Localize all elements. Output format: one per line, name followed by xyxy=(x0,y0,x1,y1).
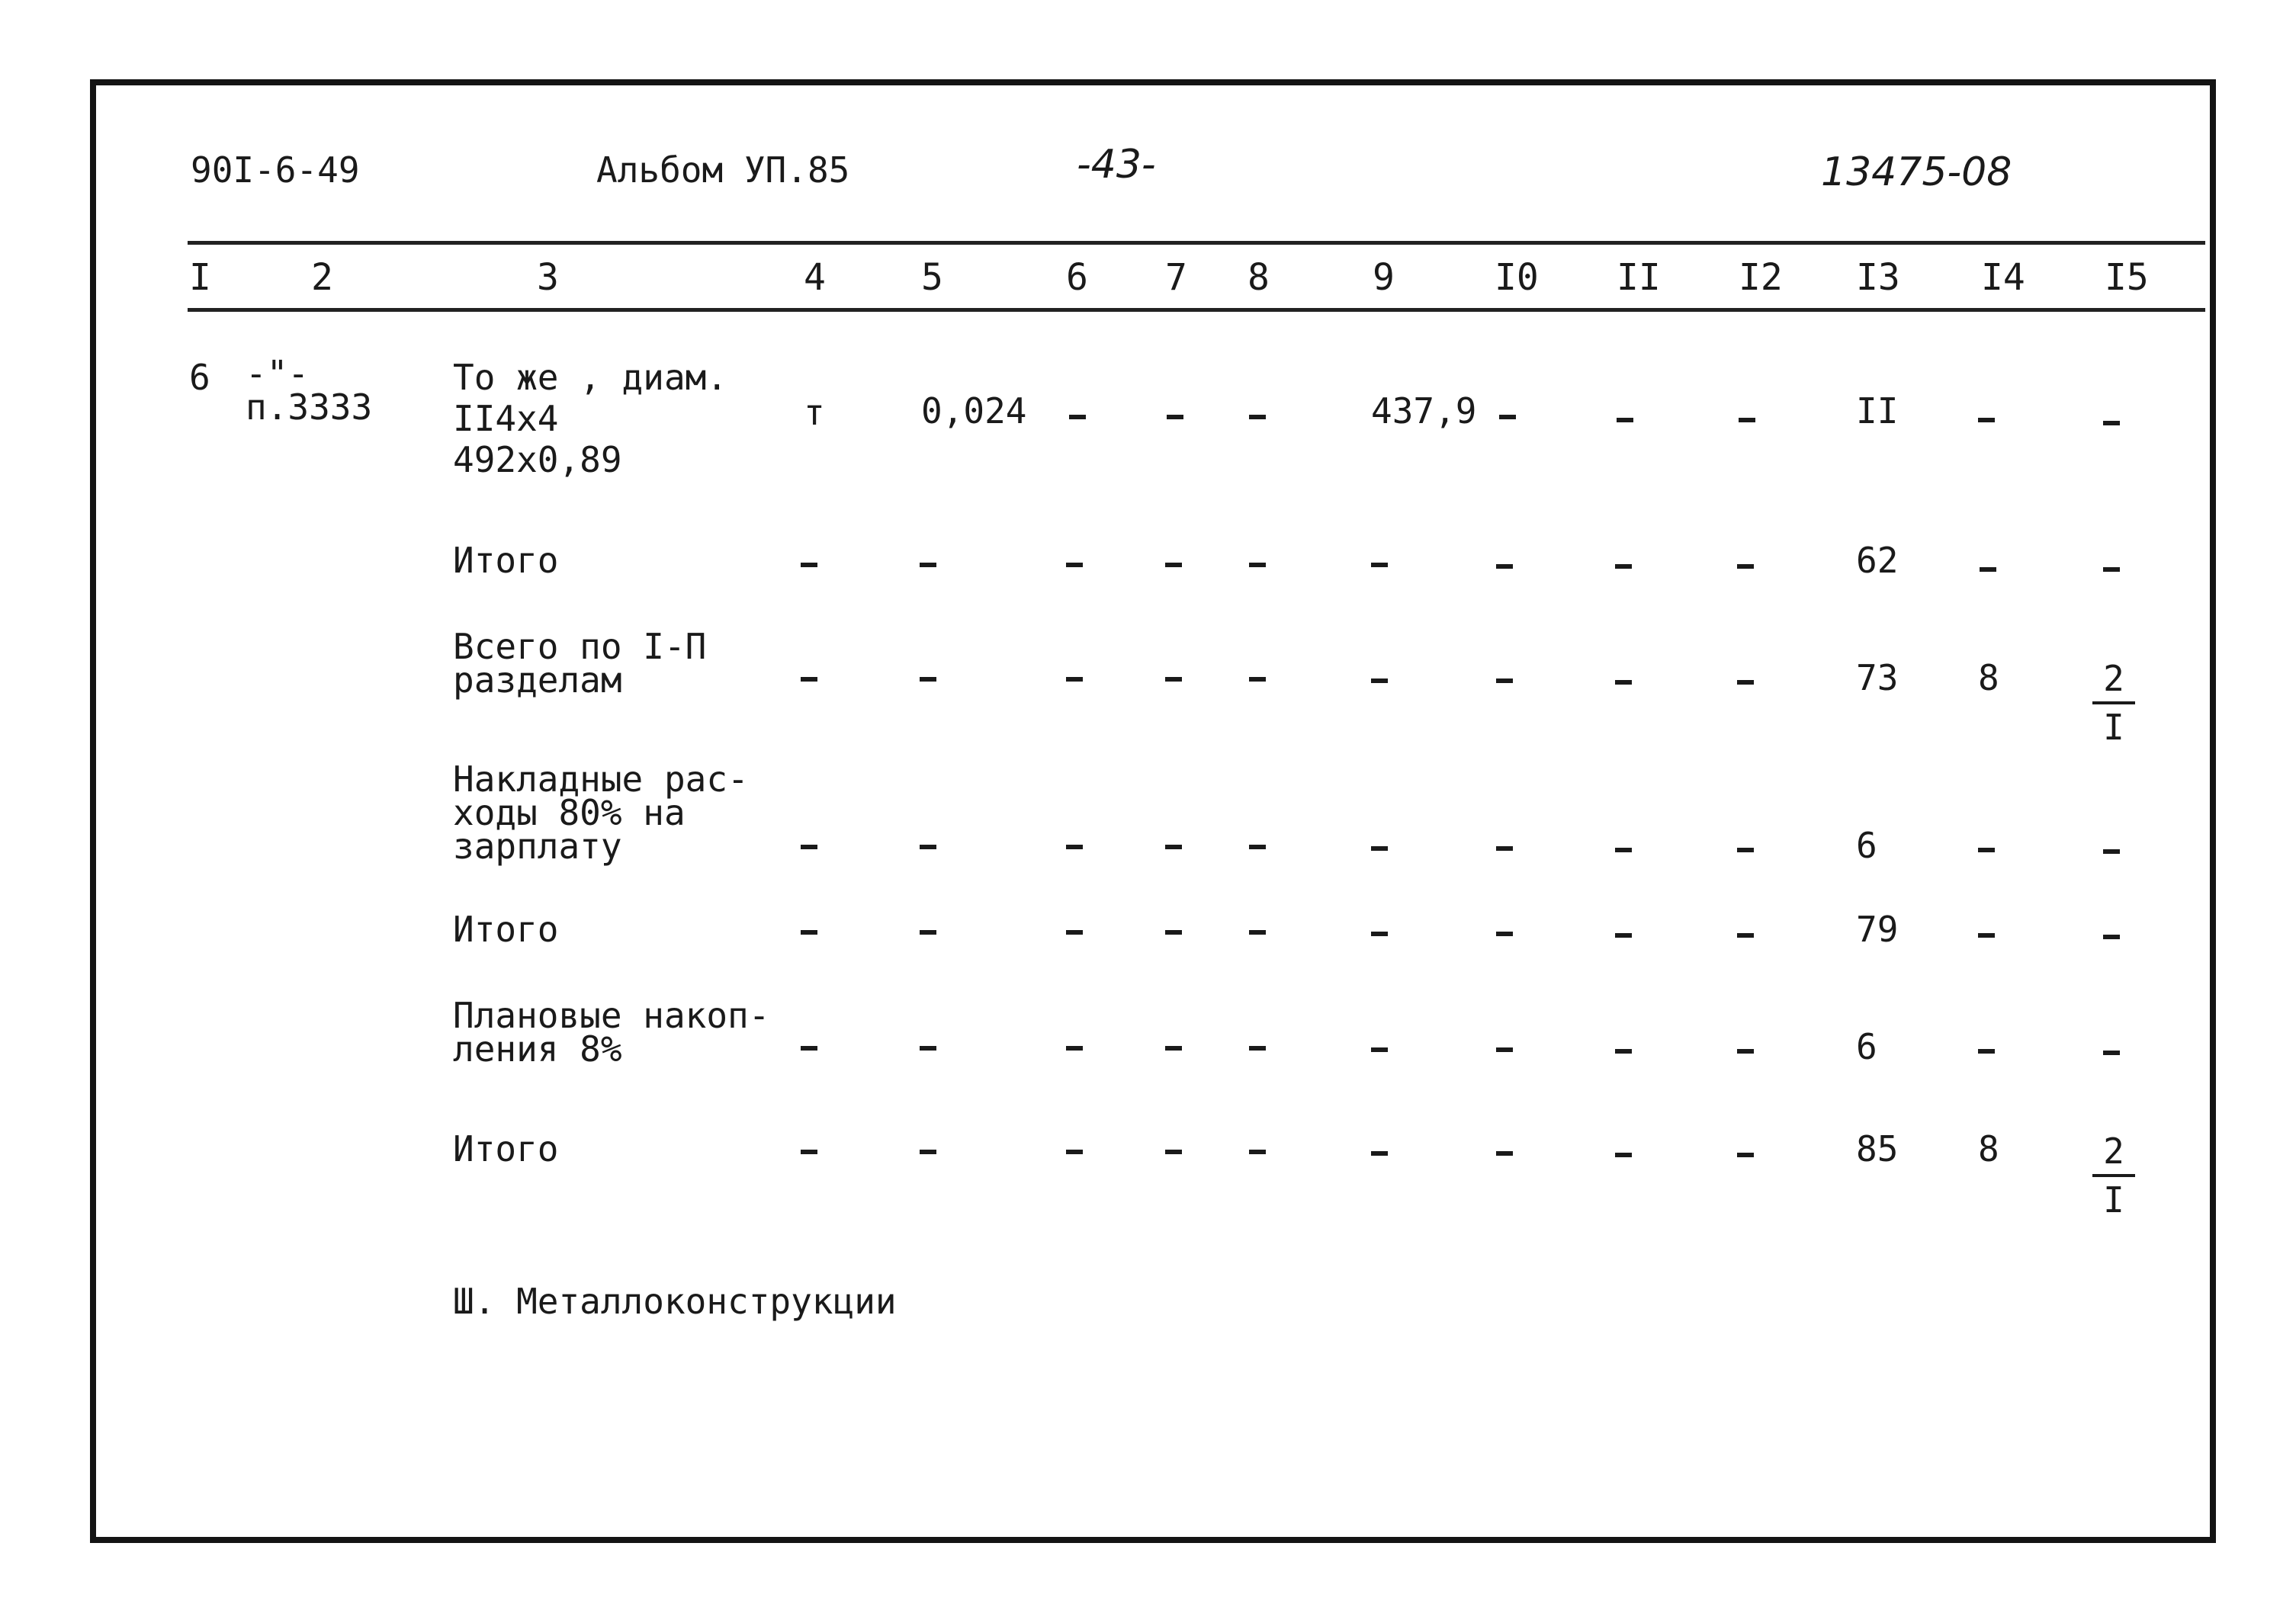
col-num-9: 9 xyxy=(1373,256,1395,299)
row-1-c8-dash xyxy=(1249,415,1266,419)
row-6-c13-value: 6 xyxy=(1856,1026,1877,1067)
page-number: -43- xyxy=(1077,142,1156,188)
row-2-c6-dash xyxy=(1066,563,1083,567)
row-5-c4-dash xyxy=(801,930,817,935)
row-4-c8-dash xyxy=(1249,845,1266,849)
col-num-15: I5 xyxy=(2105,256,2149,299)
page-frame xyxy=(90,79,2216,1543)
row-3-c14-value: 8 xyxy=(1978,657,1999,698)
row-2-c4-dash xyxy=(801,563,817,567)
row-6-c8-dash xyxy=(1249,1046,1266,1051)
col-num-12: I2 xyxy=(1739,256,1783,299)
col-num-13: I3 xyxy=(1856,256,1900,299)
row-4-c15-dash xyxy=(2103,849,2120,854)
row-5-c5-dash xyxy=(920,930,936,935)
row-1-c10-dash xyxy=(1499,415,1516,419)
row-3-c12-dash xyxy=(1737,680,1754,685)
row-1-c15-dash xyxy=(2103,421,2120,425)
row-5-c6-dash xyxy=(1066,930,1083,935)
row-5-c10-dash xyxy=(1496,932,1513,936)
col-num-6: 6 xyxy=(1066,256,1088,299)
row-4-c13-value: 6 xyxy=(1856,825,1877,866)
row-1-c11-dash xyxy=(1617,418,1633,422)
row-7-c9-dash xyxy=(1371,1151,1388,1156)
row-1-c7-dash xyxy=(1167,415,1183,419)
row-4-c7-dash xyxy=(1165,845,1182,849)
row-6-c6-dash xyxy=(1066,1046,1083,1051)
row-7-c15-denominator: I xyxy=(2103,1179,2124,1221)
row-5-c13-value: 79 xyxy=(1856,909,1899,950)
row-2-c14-dash xyxy=(1980,567,1996,572)
row-2-c5-dash xyxy=(920,563,936,567)
row-7-c15-fraction xyxy=(2092,1128,2135,1223)
col-num-1: I xyxy=(189,256,211,299)
row-6-c9-dash xyxy=(1371,1047,1388,1052)
row-5-c8-dash xyxy=(1249,930,1266,935)
row-4-c11-dash xyxy=(1615,848,1632,852)
row-4-name: Накладные рас- ходы 80% на зарплату xyxy=(453,759,749,867)
row-5-name: Итого xyxy=(453,909,559,950)
row-6-c12-dash xyxy=(1737,1049,1754,1054)
col-num-10: I0 xyxy=(1495,256,1539,299)
row-1-quantity: 0,024 xyxy=(921,390,1027,431)
row-3-c15-fraction xyxy=(2092,656,2135,750)
row-2-c13-value: 62 xyxy=(1856,540,1899,581)
row-1-number: 6 xyxy=(189,357,210,398)
row-3-c6-dash xyxy=(1066,677,1083,682)
row-3-c11-dash xyxy=(1615,680,1632,685)
row-4-c5-dash xyxy=(920,845,936,849)
row-5-c9-dash xyxy=(1371,932,1388,936)
row-1-c9-value: 437,9 xyxy=(1371,390,1477,431)
row-7-c7-dash xyxy=(1165,1150,1182,1154)
row-3-c5-dash xyxy=(920,677,936,682)
row-2-c9-dash xyxy=(1371,563,1388,567)
row-5-c12-dash xyxy=(1737,933,1754,938)
row-7-c10-dash xyxy=(1496,1151,1513,1156)
col-num-11: II xyxy=(1617,256,1661,299)
row-5-c11-dash xyxy=(1615,933,1632,938)
row-5-c15-dash xyxy=(2103,935,2120,939)
col-num-3: 3 xyxy=(537,256,559,299)
row-1-unit: т xyxy=(804,392,825,433)
row-7-c15-numerator: 2 xyxy=(2092,1128,2135,1177)
row-7-c5-dash xyxy=(920,1150,936,1154)
row-4-c9-dash xyxy=(1371,846,1388,851)
row-2-c8-dash xyxy=(1249,563,1266,567)
row-6-c10-dash xyxy=(1496,1047,1513,1052)
row-6-c14-dash xyxy=(1978,1049,1995,1054)
row-6-c7-dash xyxy=(1165,1046,1182,1051)
header-bottom-rule xyxy=(188,308,2205,312)
row-4-c4-dash xyxy=(801,845,817,849)
col-num-7: 7 xyxy=(1165,256,1187,299)
row-6-c11-dash xyxy=(1615,1049,1632,1054)
row-3-c13-value: 73 xyxy=(1856,657,1899,698)
row-5-c14-dash xyxy=(1978,933,1995,938)
row-3-name: Всего по I-П разделам xyxy=(453,626,707,701)
row-2-c11-dash xyxy=(1615,564,1632,569)
row-7-c6-dash xyxy=(1066,1150,1083,1154)
row-7-c13-value: 85 xyxy=(1856,1128,1899,1169)
row-2-name: Итого xyxy=(453,540,559,581)
row-3-c10-dash xyxy=(1496,678,1513,683)
row-2-c7-dash xyxy=(1165,563,1182,567)
row-2-c15-dash xyxy=(2103,567,2120,572)
row-1-c14-dash xyxy=(1978,418,1995,422)
row-4-c12-dash xyxy=(1737,848,1754,852)
row-3-c8-dash xyxy=(1249,677,1266,682)
row-4-c6-dash xyxy=(1066,845,1083,849)
row-6-c5-dash xyxy=(920,1046,936,1051)
row-7-name: Итого xyxy=(453,1128,559,1169)
row-7-c11-dash xyxy=(1615,1153,1632,1157)
document-number: 13475-08 xyxy=(1821,149,2012,195)
col-num-5: 5 xyxy=(921,256,943,299)
col-num-2: 2 xyxy=(311,256,333,299)
row-6-name: Плановые накоп- ления 8% xyxy=(453,995,770,1070)
row-1-c13-value: II xyxy=(1856,390,1899,431)
section-title: Ш. Металлоконструкции xyxy=(453,1281,897,1322)
row-7-c4-dash xyxy=(801,1150,817,1154)
row-6-c4-dash xyxy=(801,1046,817,1051)
album-label: Альбом УП.85 xyxy=(596,149,850,191)
row-7-c8-dash xyxy=(1249,1150,1266,1154)
row-1-name: То же , диам. II4x4 492x0,89 xyxy=(453,357,728,480)
document-code: 90I-6-49 xyxy=(191,149,360,191)
row-3-c9-dash xyxy=(1371,678,1388,683)
row-4-c14-dash xyxy=(1978,848,1995,852)
row-7-c14-value: 8 xyxy=(1978,1128,1999,1169)
col-num-4: 4 xyxy=(804,256,826,299)
row-4-c10-dash xyxy=(1496,846,1513,851)
row-6-c15-dash xyxy=(2103,1051,2120,1055)
row-5-c7-dash xyxy=(1165,930,1182,935)
col-num-8: 8 xyxy=(1248,256,1270,299)
row-3-c15-numerator: 2 xyxy=(2092,656,2135,704)
header-top-rule xyxy=(188,241,2205,245)
row-2-c12-dash xyxy=(1737,564,1754,569)
col-num-14: I4 xyxy=(1981,256,2025,299)
row-2-c10-dash xyxy=(1496,564,1513,569)
row-7-c12-dash xyxy=(1737,1153,1754,1157)
row-1-c6-dash xyxy=(1069,415,1086,419)
row-3-c15-denominator: I xyxy=(2103,707,2124,748)
row-3-c4-dash xyxy=(801,677,817,682)
row-1-reference: -"- п.3333 xyxy=(246,353,373,428)
row-3-c7-dash xyxy=(1165,677,1182,682)
row-1-c12-dash xyxy=(1739,418,1755,422)
